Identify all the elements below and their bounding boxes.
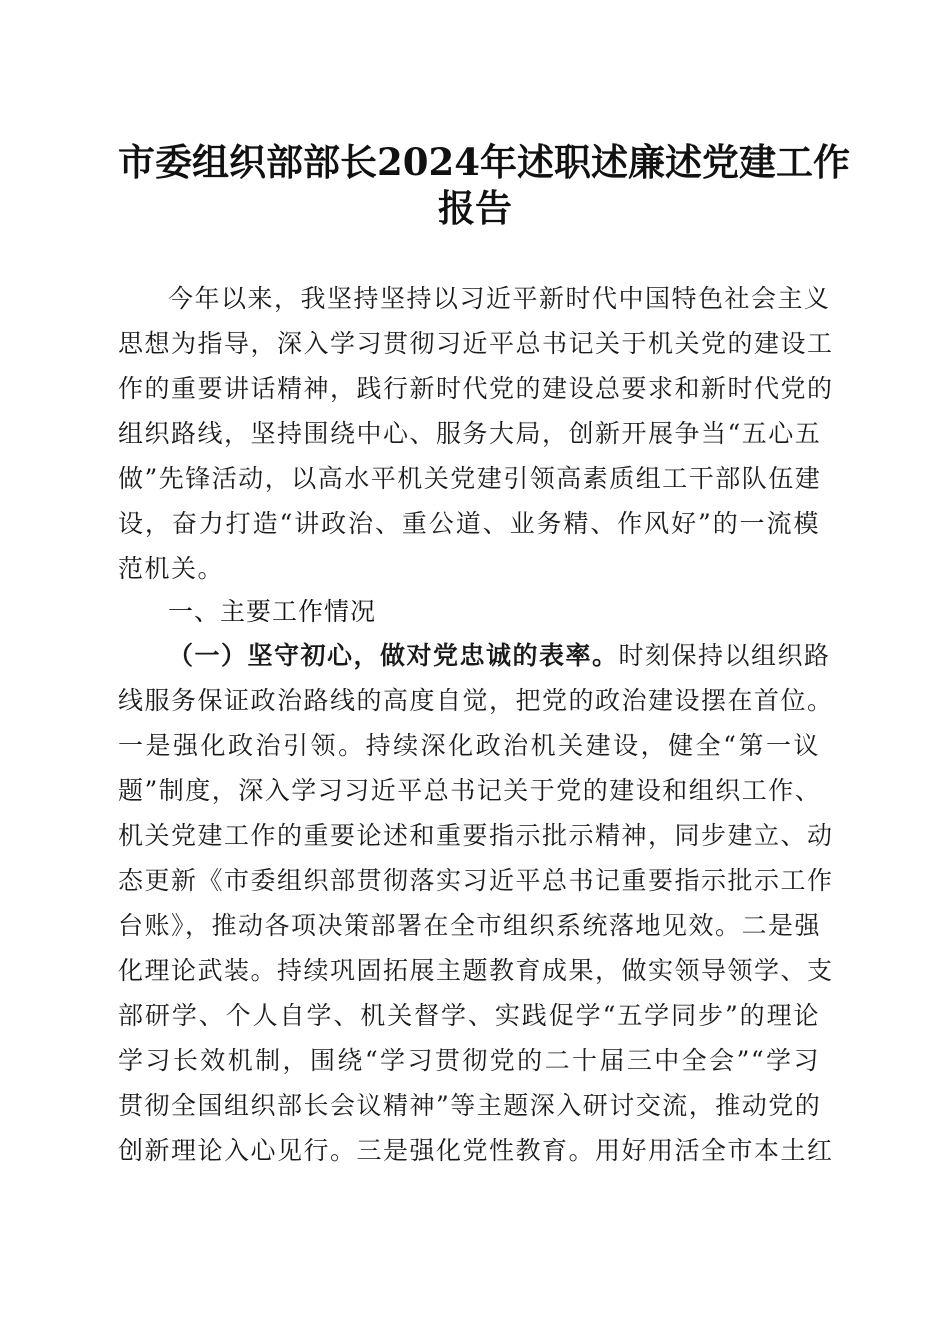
intro-line-5: 做”先锋活动，以高水平机关党建引领高素质组工干部队伍建 [118, 464, 822, 493]
subsection-1-line-10: 学习长效机制，围绕“学习贯彻党的二十届三中全会”“学习 [118, 1046, 820, 1075]
subsection-1-first-line-rest: 时刻保持以组织路 [618, 641, 831, 670]
subsection-1-first-line [168, 640, 831, 672]
subsection-1-line-12: 创新理论入心见行。三是强化党性教育。用好用活全市本土红 [118, 1136, 834, 1165]
subsection-1-title: （一）坚守初心，做对党忠诚的表率。 [168, 641, 619, 670]
subsection-1-line-9: 部研学、个人自学、机关督学、实践促学“五学同步”的理论 [118, 1001, 820, 1030]
subsection-1-line-11: 贯彻全国组织部长会议精神”等主题深入研讨交流，推动党的 [118, 1091, 822, 1120]
subsection-1-line-6: 态更新《市委组织部贯彻落实习近平总书记重要指示批示工作 [118, 866, 834, 895]
intro-line-2: 思想为指导，深入学习贯彻习近平总书记关于机关党的建设工 [118, 329, 834, 358]
section-heading: 一、主要工作情况 [168, 597, 377, 626]
subsection-1-line-8: 化理论武装。持续巩固拓展主题教育成果，做实领导领学、支 [118, 956, 834, 985]
subsection-1-line-3: 一是强化政治引领。持续深化政治机关建设，健全“第一议 [118, 731, 820, 760]
document-title-line-2: 报告 [438, 186, 512, 230]
intro-line-3: 作的重要讲话精神，践行新时代党的建设总要求和新时代党的 [118, 374, 834, 403]
subsection-1-line-2: 线服务保证政治路线的高度自觉，把党的政治建设摆在首位。 [118, 686, 834, 715]
subsection-1-line-5: 机关党建工作的重要论述和重要指示批示精神，同步建立、动 [118, 821, 834, 850]
intro-line-6: 设，奋力打造“讲政治、重公道、业务精、作风好”的一流模 [118, 509, 820, 538]
document-title-line-1: 市委组织部部长2024年述职述廉述党建工作 [118, 140, 850, 184]
subsection-1-line-7: 台账》，推动各项决策部署在全市组织系统落地见效。二是强 [118, 911, 822, 940]
intro-line-1: 今年以来，我坚持坚持以习近平新时代中国特色社会主义 [168, 284, 831, 313]
intro-line-4: 组织路线，坚持围绕中心、服务大局，创新开展争当“五心五 [118, 419, 822, 448]
subsection-1-line-4: 题”制度，深入学习习近平总书记关于党的建设和组织工作、 [118, 776, 822, 805]
intro-line-7: 范机关。 [118, 554, 225, 583]
